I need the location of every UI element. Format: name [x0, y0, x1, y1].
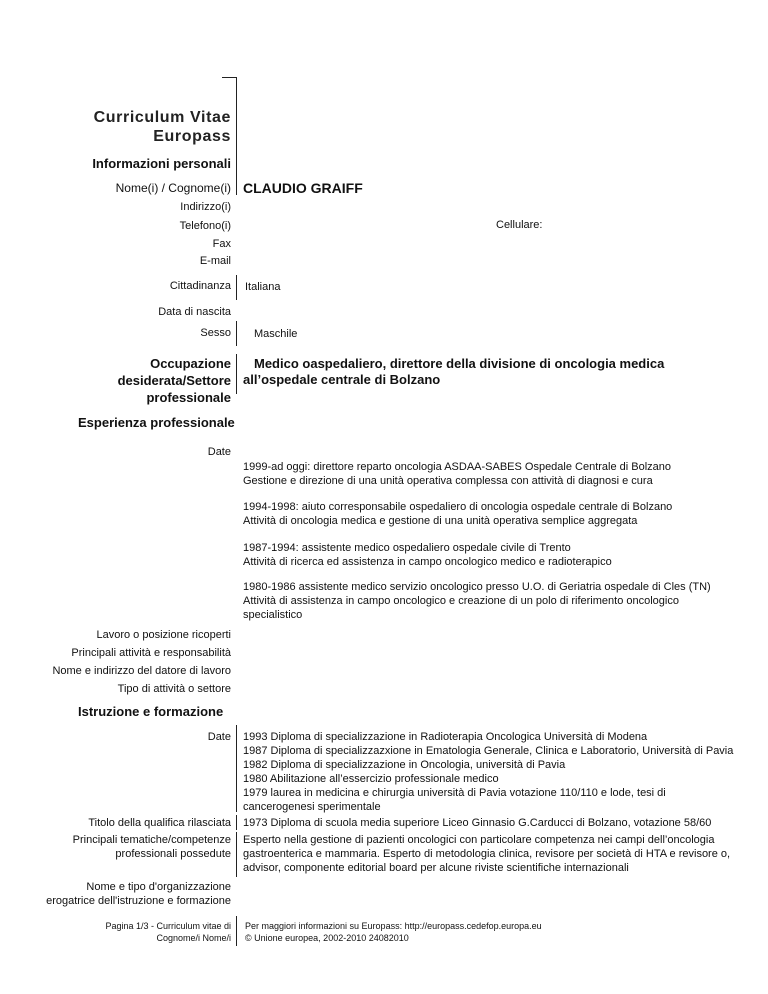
sex-value: Maschile	[254, 328, 298, 340]
education-dates	[243, 730, 743, 814]
education-line: 1980 Abilitazione all’essercizio professionale medico	[243, 773, 499, 785]
corner-line	[222, 77, 237, 78]
column-divider	[236, 321, 237, 346]
footer-left-line1: Pagina 1/3 - Curriculum vitae di	[105, 921, 231, 931]
experience-entry-line: specialistico	[243, 609, 303, 621]
footer-left-line2: Cognome/i Nome/i	[156, 933, 231, 943]
experience-entry-line: 1980-1986 assistente medico servizio oncologico presso U.O. di Geriatria ospedale di Cles (TN)	[243, 581, 711, 593]
column-divider	[236, 725, 237, 812]
skills-label-line1: Principali tematiche/competenze	[72, 834, 231, 846]
section-experience-title: Esperienza professionale	[78, 415, 235, 430]
qualification-value: 1973 Diploma di scuola media superiore Liceo Ginnasio G.Carducci di Bolzano, votazione 58/60	[243, 817, 712, 829]
citizenship-label: Cittadinanza	[169, 280, 231, 292]
person-name: CLAUDIO GRAIFF	[243, 180, 363, 196]
column-divider	[236, 815, 237, 830]
experience-entry-line: Gestione e direzione di una unità operativa complessa con attività di diagnosi e cura	[243, 475, 653, 487]
column-divider	[236, 916, 237, 946]
cv-title-line2: Europass	[153, 128, 231, 145]
education-line: 1979 laurea in medicina e chirurgia università di Pavia votazione 110/110 e lode, tesi di	[243, 787, 666, 799]
experience-entry-line: 1987-1994: assistente medico ospedaliero ospedale civile di Trento	[243, 542, 571, 554]
name-label: Nome(i) / Cognome(i)	[115, 181, 231, 195]
skills-value	[243, 833, 743, 875]
fax-label: Fax	[212, 238, 231, 250]
employer-label: Nome e indirizzo del datore di lavoro	[52, 665, 231, 677]
sex-label: Sesso	[200, 327, 231, 339]
occupation-value-line1: Medico oaspedaliero, direttore della divisione di oncologia medica	[254, 356, 665, 371]
sector-label: Tipo di attività o settore	[117, 683, 231, 695]
column-divider	[236, 275, 237, 300]
occupation-label-line1: Occupazione	[150, 356, 231, 371]
organization-label	[46, 880, 231, 908]
address-label: Indirizzo(i)	[180, 201, 231, 213]
mobile-label: Cellulare:	[496, 219, 543, 231]
position-label: Lavoro o posizione ricoperti	[96, 629, 231, 641]
cv-title	[94, 108, 231, 146]
organization-label-line1: Nome e tipo d'organizzazione	[86, 881, 231, 893]
skills-line: gastroenterica e mammaria. Esperto di metodologia clinica, revisore per società di HTA e revisore o,	[243, 848, 731, 860]
birthdate-label: Data di nascita	[158, 306, 231, 318]
experience-entry	[243, 460, 743, 488]
footer-europass-info	[245, 920, 542, 944]
skills-line: advisor, componente editorial board per alcune riviste scientifiche internazionali	[243, 862, 629, 874]
education-date-label: Date	[207, 731, 231, 743]
activities-label: Principali attività e responsabilità	[71, 647, 231, 659]
education-line: 1987 Diploma di specializzazxione in Ematologia Generale, Clinica e Laboratorio, Università di Pavia	[243, 745, 734, 757]
skills-label-line2: professionali possedute	[115, 848, 231, 860]
citizenship-value: Italiana	[245, 281, 281, 293]
skills-label	[73, 833, 231, 861]
education-line: cancerogenesi sperimentale	[243, 801, 381, 813]
experience-entry	[243, 500, 743, 528]
education-line: 1982 Diploma di specializzazione in Oncologia, università di Pavia	[243, 759, 566, 771]
qualification-label: Titolo della qualifica rilasciata	[88, 817, 231, 829]
experience-entry	[243, 541, 743, 569]
column-divider	[236, 832, 237, 877]
cv-title-line1: Curriculum Vitae	[93, 109, 231, 126]
experience-entry-line: Attività di ricerca ed assistenza in campo oncologico medico e radioterapico	[243, 556, 612, 568]
occupation-label-line3: professionale	[146, 390, 231, 405]
column-divider	[236, 77, 237, 195]
occupation-value-line2: all’ospedale centrale di Bolzano	[243, 372, 441, 387]
section-education-title: Istruzione e formazione	[78, 704, 224, 719]
occupation-label	[118, 355, 231, 406]
footer-right-line1: Per maggiori informazioni su Europass: http://europass.cedefop.europa.eu	[245, 921, 542, 931]
experience-entry-line: 1999-ad oggi: direttore reparto oncologia ASDAA-SABES Ospedale Centrale di Bolzano	[243, 461, 672, 473]
experience-entry-line: Attività di oncologia medica e gestione di una unità operativa semplice aggregata	[243, 515, 638, 527]
skills-line: Esperto nella gestione di pazienti oncologici con particolare competenza nei campi dell’oncologia	[243, 834, 715, 846]
phone-label: Telefono(i)	[179, 220, 231, 232]
occupation-label-line2: desiderata/Settore	[117, 373, 231, 388]
experience-date-label: Date	[207, 446, 231, 458]
experience-entry	[243, 580, 743, 622]
column-divider	[236, 354, 237, 394]
occupation-value	[243, 356, 664, 388]
footer-page-info	[105, 920, 231, 944]
footer-right-line2: © Unione europea, 2002-2010 24082010	[245, 933, 409, 943]
experience-entry-line: 1994-1998: aiuto corresponsabile ospedaliero di oncologia ospedale centrale di Bolzano	[243, 501, 673, 513]
experience-entry-line: Attività di assistenza in campo oncologico e creazione di un polo di riferimento oncologico	[243, 595, 679, 607]
email-label: E-mail	[199, 255, 231, 267]
education-line: 1993 Diploma di specializzazione in Radioterapia Oncologica Università di Modena	[243, 731, 648, 743]
organization-label-line2: erogatrice dell'istruzione e formazione	[46, 895, 231, 907]
section-personal-title: Informazioni personali	[92, 156, 231, 171]
